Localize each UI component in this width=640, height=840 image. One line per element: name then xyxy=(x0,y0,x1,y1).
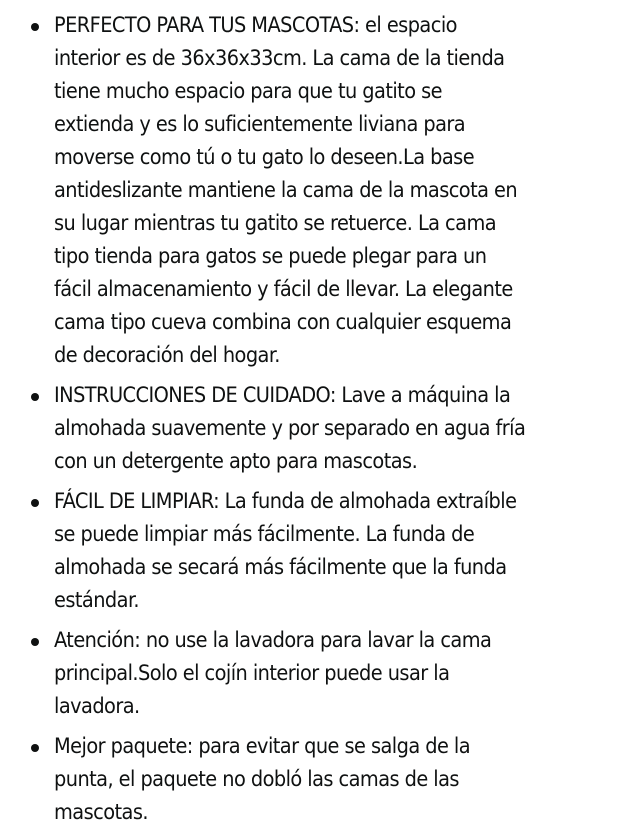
bullet-dot-icon xyxy=(31,499,39,507)
feature-text-line: INSTRUCCIONES DE CUIDADO: Lave a máquina la xyxy=(54,383,511,408)
feature-text-line: tiene mucho espacio para que tu gatito se xyxy=(54,79,442,104)
feature-text-line: principal.Solo el cojín interior puede usar la xyxy=(54,661,450,686)
feature-text-line: mascotas. xyxy=(54,800,148,825)
feature-text-line: su lugar mientras tu gatito se retuerce. La cama xyxy=(54,211,497,236)
feature-text-line: almohada suavemente y por separado en agua fría xyxy=(54,416,526,441)
bullet-dot-icon xyxy=(31,744,39,752)
feature-text-line: FÁCIL DE LIMPIAR: La funda de almohada extraíble xyxy=(54,489,517,514)
bullet-dot-icon xyxy=(31,23,39,31)
feature-text-line: Mejor paquete: para evitar que se salga de la xyxy=(54,734,471,759)
feature-text-line: almohada se secará más fácilmente que la funda xyxy=(54,555,507,580)
feature-text-line: lavadora. xyxy=(54,694,140,719)
feature-bullet-instrucciones xyxy=(0,379,640,478)
feature-bullet-perfecto xyxy=(0,9,640,372)
feature-text-line: cama tipo cueva combina con cualquier esquema xyxy=(54,310,512,335)
feature-bullet-mejor-paquete xyxy=(0,730,640,829)
bullet-dot-icon xyxy=(31,393,39,401)
feature-bullet-facil-limpiar xyxy=(0,485,640,617)
feature-text-line: con un detergente apto para mascotas. xyxy=(54,449,418,474)
bullet-dot-icon xyxy=(31,638,39,646)
feature-text-line: extienda y es lo suficientemente liviana para xyxy=(54,112,466,137)
feature-text-line: de decoración del hogar. xyxy=(54,343,280,368)
feature-text-line: fácil almacenamiento y fácil de llevar. La elegante xyxy=(54,277,513,302)
feature-text-line: se puede limpiar más fácilmente. La funda de xyxy=(54,522,475,547)
product-feature-list xyxy=(0,9,640,836)
feature-text-line: PERFECTO PARA TUS MASCOTAS: el espacio xyxy=(54,13,457,38)
feature-text-line: estándar. xyxy=(54,588,139,613)
feature-text-line: Atención: no use la lavadora para lavar la cama xyxy=(54,628,492,653)
feature-text-line: tipo tienda para gatos se puede plegar para un xyxy=(54,244,487,269)
feature-bullet-atencion xyxy=(0,624,640,723)
feature-text-line: antideslizante mantiene la cama de la mascota en xyxy=(54,178,518,203)
feature-text-line: punta, el paquete no dobló las camas de las xyxy=(54,767,459,792)
feature-text-line: interior es de 36x36x33cm. La cama de la tienda xyxy=(54,46,505,71)
feature-text-line: moverse como tú o tu gato lo deseen.La base xyxy=(54,145,475,170)
